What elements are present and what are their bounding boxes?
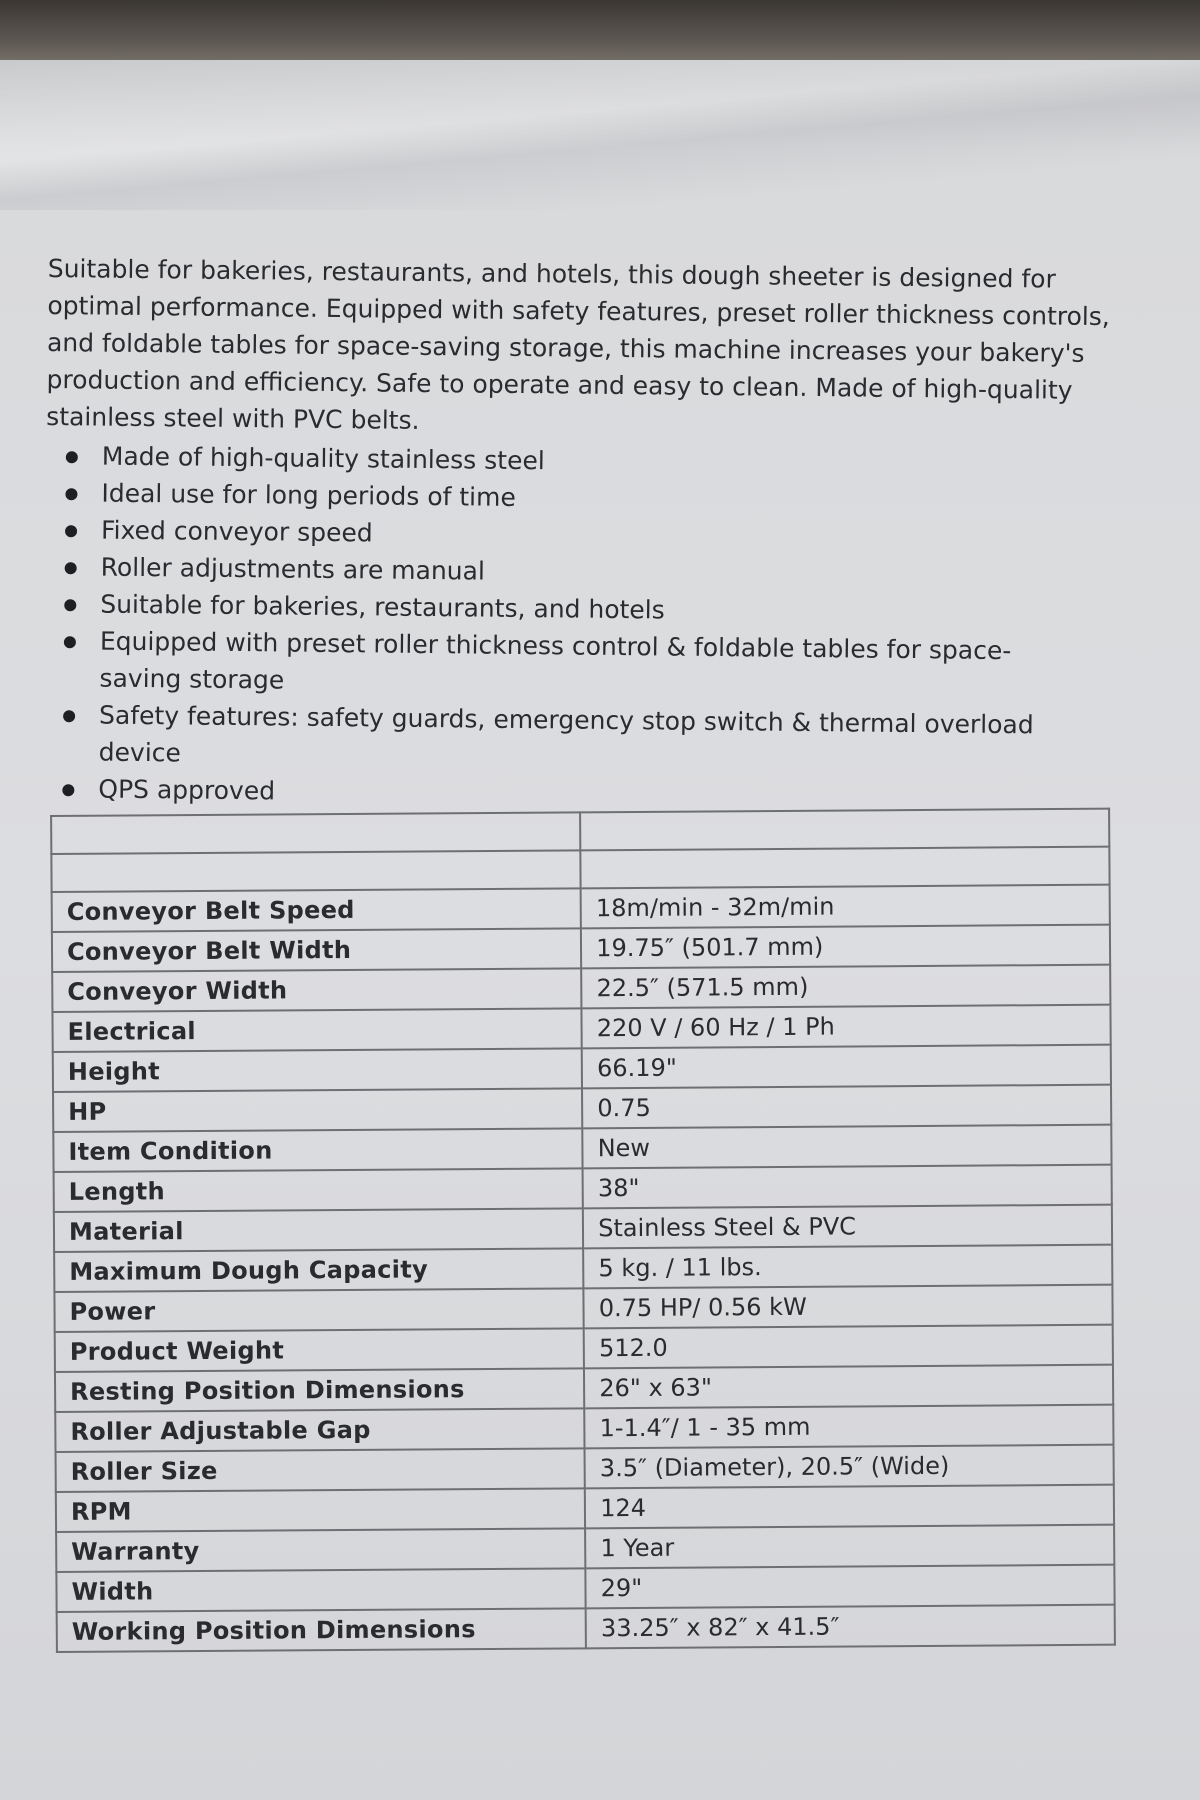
bullet-dot-icon xyxy=(65,525,77,537)
spec-value: 512.0 xyxy=(584,1325,1113,1369)
spec-label: Material xyxy=(54,1208,583,1252)
spec-value: 5 kg. / 11 lbs. xyxy=(583,1245,1112,1289)
spec-label: Roller Size xyxy=(56,1448,585,1492)
spec-value: 0.75 HP/ 0.56 kW xyxy=(584,1285,1113,1329)
spec-value: 29" xyxy=(586,1565,1115,1609)
spec-label: Working Position Dimensions xyxy=(57,1608,586,1652)
spec-label: HP xyxy=(53,1088,582,1132)
spec-value: 38" xyxy=(583,1165,1112,1209)
spec-label: Item Condition xyxy=(53,1128,582,1172)
empty-cell xyxy=(51,812,580,854)
spec-label: Electrical xyxy=(52,1008,581,1052)
feature-item xyxy=(63,622,1064,706)
bullet-dot-icon xyxy=(65,488,77,500)
spec-value: 1-1.4″/ 1 - 35 mm xyxy=(584,1405,1113,1449)
intro-paragraph: Suitable for bakeries, restaurants, and hotels, this dough sheeter is designed for optimal performance. Equipped with safety features, preset roller thickness controls, and foldable tables for space-saving storage, this machine increases your bakery's production and efficiency. Safe to operate and easy to clean. Made of high-quality stainless steel with PVC belts. xyxy=(46,253,1110,435)
spec-value: Stainless Steel & PVC xyxy=(583,1205,1112,1249)
spec-value: 19.75″ (501.7 mm) xyxy=(581,925,1110,969)
bullet-dot-icon xyxy=(66,451,78,463)
bullet-dot-icon xyxy=(62,784,74,796)
feature-text: Equipped with preset roller thickness control & foldable tables for space-saving storage xyxy=(99,626,1012,695)
spec-label: Height xyxy=(53,1048,582,1092)
bullet-dot-icon xyxy=(65,562,77,574)
spec-sheet-content xyxy=(33,250,1118,1664)
spec-value: New xyxy=(583,1125,1112,1169)
spec-value: 33.25″ x 82″ x 41.5″ xyxy=(586,1605,1115,1649)
spec-label: Length xyxy=(54,1168,583,1212)
feature-text: Safety features: safety guards, emergency stop switch & thermal overload device xyxy=(98,700,1034,768)
spec-value: 26" x 63" xyxy=(584,1365,1113,1409)
feature-text: Made of high-quality stainless steel xyxy=(101,441,545,476)
spec-value: 124 xyxy=(585,1485,1114,1529)
spec-label: Resting Position Dimensions xyxy=(55,1368,584,1412)
table-row xyxy=(57,1605,1115,1652)
feature-text: Fixed conveyor speed xyxy=(100,515,373,548)
bullet-dot-icon xyxy=(64,636,76,648)
spec-label: Conveyor Belt Width xyxy=(52,928,581,972)
feature-text: Suitable for bakeries, restaurants, and hotels xyxy=(100,589,665,625)
bullet-dot-icon xyxy=(64,599,76,611)
spec-value: 22.5″ (571.5 mm) xyxy=(581,965,1110,1009)
spec-label: Warranty xyxy=(56,1528,585,1572)
spec-value: 66.19" xyxy=(582,1045,1111,1089)
spec-label: Conveyor Width xyxy=(52,968,581,1012)
spec-label: Conveyor Belt Speed xyxy=(52,888,581,932)
feature-text: QPS approved xyxy=(98,774,276,806)
spec-label: RPM xyxy=(56,1488,585,1532)
spec-label: Power xyxy=(54,1288,583,1332)
feature-text: Roller adjustments are manual xyxy=(100,552,486,586)
spec-label: Maximum Dough Capacity xyxy=(54,1248,583,1292)
feature-list xyxy=(42,437,1116,818)
spec-value: 18m/min - 32m/min xyxy=(581,885,1110,929)
spec-value: 220 V / 60 Hz / 1 Ph xyxy=(582,1005,1111,1049)
spec-value: 1 Year xyxy=(585,1525,1114,1569)
spec-value: 0.75 xyxy=(582,1085,1111,1129)
specifications-table xyxy=(50,808,1116,1653)
bullet-dot-icon xyxy=(63,710,75,722)
spec-label: Width xyxy=(56,1568,585,1612)
empty-cell xyxy=(581,847,1110,889)
spec-label: Roller Adjustable Gap xyxy=(55,1408,584,1452)
feature-text: Ideal use for long periods of time xyxy=(101,478,516,512)
feature-item xyxy=(63,696,1064,780)
spec-label: Product Weight xyxy=(55,1328,584,1372)
spec-value: 3.5″ (Diameter), 20.5″ (Wide) xyxy=(585,1445,1114,1489)
empty-cell xyxy=(580,809,1109,851)
empty-cell xyxy=(51,850,580,892)
